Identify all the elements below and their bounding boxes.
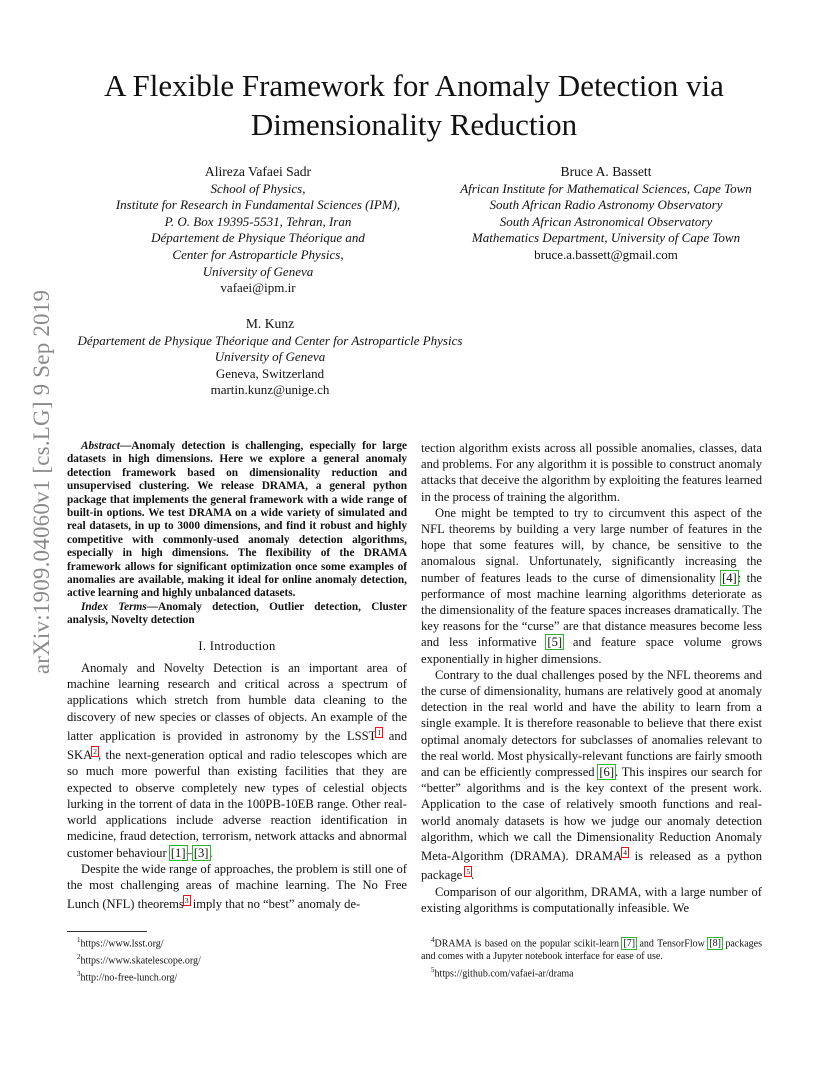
footnote <box>421 964 762 981</box>
citation-link[interactable]: [7] <box>623 938 636 950</box>
affiliation-line: Département de Physique Théorique and <box>151 230 365 246</box>
arxiv-stamp-text: arXiv:1909.04060v1 [cs.LG] 9 Sep 2019 <box>29 289 54 675</box>
title-line-1: A Flexible Framework for Anomaly Detection via <box>104 68 724 103</box>
footnote-link[interactable]: http://no-free-lunch.org/ <box>80 972 178 984</box>
paragraph-text: . <box>209 845 213 860</box>
footnotes-left <box>67 934 407 985</box>
affiliation-line: P. O. Box 19395-5531, Tehran, Iran <box>164 213 352 229</box>
paragraph-text: : the performance of most machine learning algorithms deteriorate as the dimensionality of the feature spaces increases dramatically. The key reasons for the “curse” are that distance measures become less and less informative <box>421 570 762 650</box>
author-block-3 <box>40 316 500 399</box>
citation-link[interactable]: [1] <box>170 845 186 860</box>
author-name: Alireza Vafaei Sadr <box>204 164 312 179</box>
paragraph <box>421 505 762 667</box>
paragraph-text: Anomaly and Novelty Detection is an important area of machine learning research and critical across a spectrum of applications which stretch from humble data cleaning to the discovery of new species or classes of objects. An example of the latter application is provided in astronomy by the LSST <box>67 660 407 743</box>
author-block-1 <box>88 164 428 297</box>
intro-paragraph-1 <box>67 660 407 861</box>
paragraph-text: imply that no “best” anomaly de- <box>189 897 361 912</box>
abstract <box>67 440 407 601</box>
affiliation-line: Center for Astroparticle Physics, <box>172 246 344 262</box>
footnotes-right <box>421 934 762 981</box>
right-column <box>421 440 762 916</box>
footnote-link[interactable]: https://www.skatelescope.org/ <box>80 955 201 967</box>
citation-link[interactable]: [3] <box>193 845 209 860</box>
affiliation-line: Mathematics Department, University of Cape Town <box>471 230 741 246</box>
paragraph-text: Despite the wide range of approaches, the problem is still one of the most challenging areas of machine learning. The No Free Lunch (NFL) theorems <box>67 861 407 912</box>
author-email: martin.kunz@unige.ch <box>210 382 330 398</box>
paragraph-text: One might be tempted to try to circumvent this aspect of the NFL theorems by building a very large number of features in the hope that some features will, by chance, be sensitive to the anomalous signal. Unfortunately, significantly increasing the number of features leads to the curse of dimensionality <box>421 505 762 585</box>
footnote-link[interactable]: https://www.lsst.org/ <box>80 938 164 950</box>
footnote-marker[interactable]: 2 <box>93 747 97 757</box>
left-column <box>67 440 407 913</box>
footnote-text: and TensorFlow <box>636 938 709 950</box>
footnote-marker[interactable]: 3 <box>184 896 189 906</box>
abstract-label: Abstract <box>81 440 120 452</box>
affiliation-line: University of Geneva <box>214 349 326 365</box>
paragraph-text: and feature space volume grows exponentially in higher dimensions. <box>421 635 762 666</box>
footnote-number: 1 <box>77 936 81 944</box>
index-terms-text: —Anomaly detection, Outlier detection, Cluster analysis, Novelty detection <box>67 600 407 627</box>
footnote-text: DRAMA is based on the popular scikit-learn <box>434 938 623 950</box>
affiliation-line: School of Physics, <box>210 180 306 196</box>
paragraph-text: is released as a python package <box>421 849 762 883</box>
affiliation-line: Département de Physique Théorique and Center for Astroparticle Physics <box>77 332 463 348</box>
paragraph-text: Contrary to the dual challenges posed by the NFL theorems and the curse of dimensionality, humans are relatively good at anomaly detection in the real world and have the ability to learn from a single example. It is therefore reasonable to believe that there exist optimal anomaly detectors for subclasses of anomalies relevant to the real world. Most physically-relevant functions are fairly smooth and can be efficiently compressed <box>421 667 762 780</box>
paragraph-text: , the next-generation optical and radio telescopes which are so much more powerful than existing facilities that they are expected to observe completely new types of celestial objects lurking in the torrent of data in the 100PB-10EB range. Other real-world applications include adverse reaction identification in medicine, fraud detection, terrorism, network attacks and abnormal customer behaviour <box>67 748 407 860</box>
footnote-number: 5 <box>431 965 435 974</box>
footnote-text: packages and comes with a Jupyter notebook interface for ease of use. <box>421 938 762 963</box>
paragraph: Comparison of our algorithm, DRAMA, with a large number of existing algorithms is computationally infeasible. We <box>421 884 762 916</box>
author-name: Bruce A. Bassett <box>560 164 652 179</box>
citation-link[interactable]: [8] <box>709 938 721 950</box>
footnote <box>421 934 762 964</box>
footnote-number: 3 <box>77 970 81 979</box>
footnote-marker[interactable]: 5 <box>466 867 471 877</box>
affiliation-line: African Institute for Mathematical Sciences, Cape Town <box>460 180 752 196</box>
author-block-2 <box>436 164 776 264</box>
author-email: vafaei@ipm.ir <box>220 280 296 296</box>
paragraph-text: . This inspires our search for “better” algorithms and is the key context of the present work. Application to the case of relatively smooth functions and real-world anomaly datasets is how we judge our anomaly detection algorithm, which we call the Dimensionality Reduction Anomaly Meta-Algorithm (DRAMA). DRAMA <box>421 765 762 864</box>
footnote-rule <box>67 931 147 932</box>
footnote-marker[interactable]: 1 <box>377 727 382 737</box>
paragraph-text: – <box>186 845 193 860</box>
citation-link[interactable]: [4] <box>722 570 737 585</box>
affiliation-line: University of Geneva <box>202 263 314 279</box>
index-terms-label: Index Terms <box>81 600 147 613</box>
affiliation-line: South African Radio Astronomy Observatory <box>489 197 723 213</box>
paragraph-text: and SKA <box>67 728 407 763</box>
footnote-number: 2 <box>77 953 81 962</box>
affiliation-line: Institute for Research in Fundamental Sciences (IPM), <box>115 197 401 213</box>
footnote-number: 4 <box>431 936 435 944</box>
affiliation-line: South African Astronomical Observatory <box>499 213 713 229</box>
affiliation-line: Geneva, Switzerland <box>215 365 325 381</box>
section-heading: I. Introduction <box>198 638 276 653</box>
index-terms <box>67 601 407 628</box>
intro-paragraph-2 <box>67 861 407 913</box>
footnote <box>67 951 407 968</box>
author-email: bruce.a.bassett@gmail.com <box>534 246 678 262</box>
citation-link[interactable]: [6] <box>599 765 615 780</box>
paragraph-text: . <box>471 868 475 883</box>
paragraph-continued: tection algorithm exists across all possible anomalies, classes, data and problems. For any algorithm it is possible to construct anomaly attacks that deceive the algorithm by exploiting the features learned in the process of training the algorithm. <box>421 441 762 504</box>
paragraph <box>421 667 762 884</box>
author-name: M. Kunz <box>245 316 295 331</box>
title-line-2: Dimensionality Reduction <box>250 107 578 142</box>
citation-link[interactable]: [5] <box>547 635 563 650</box>
footnote <box>67 968 407 985</box>
footnote-marker[interactable]: 4 <box>623 848 627 858</box>
paper-title <box>40 66 788 144</box>
abstract-text: —Anomaly detection is challenging, especially for large datasets in high dimensions. Here we explore a general anomaly detection framework based on dimensionality reduction and unsupervised clustering. We release DRAMA, a general python package that implements the general framework with a wide range of built-in options. We test DRAMA on a wide variety of simulated and real datasets, in up to 3000 dimensions, and find it robust and highly competitive with commonly-used anomaly detection algorithms, especially in high dimensions. The flexibility of the DRAMA framework allows for significant optimization once some examples of anomalies are available, making it ideal for online anomaly detection, active learning and highly unbalanced datasets. <box>67 440 407 600</box>
footnote-link[interactable]: https://github.com/vafaei-ar/drama <box>434 968 574 980</box>
footnote <box>67 934 407 951</box>
